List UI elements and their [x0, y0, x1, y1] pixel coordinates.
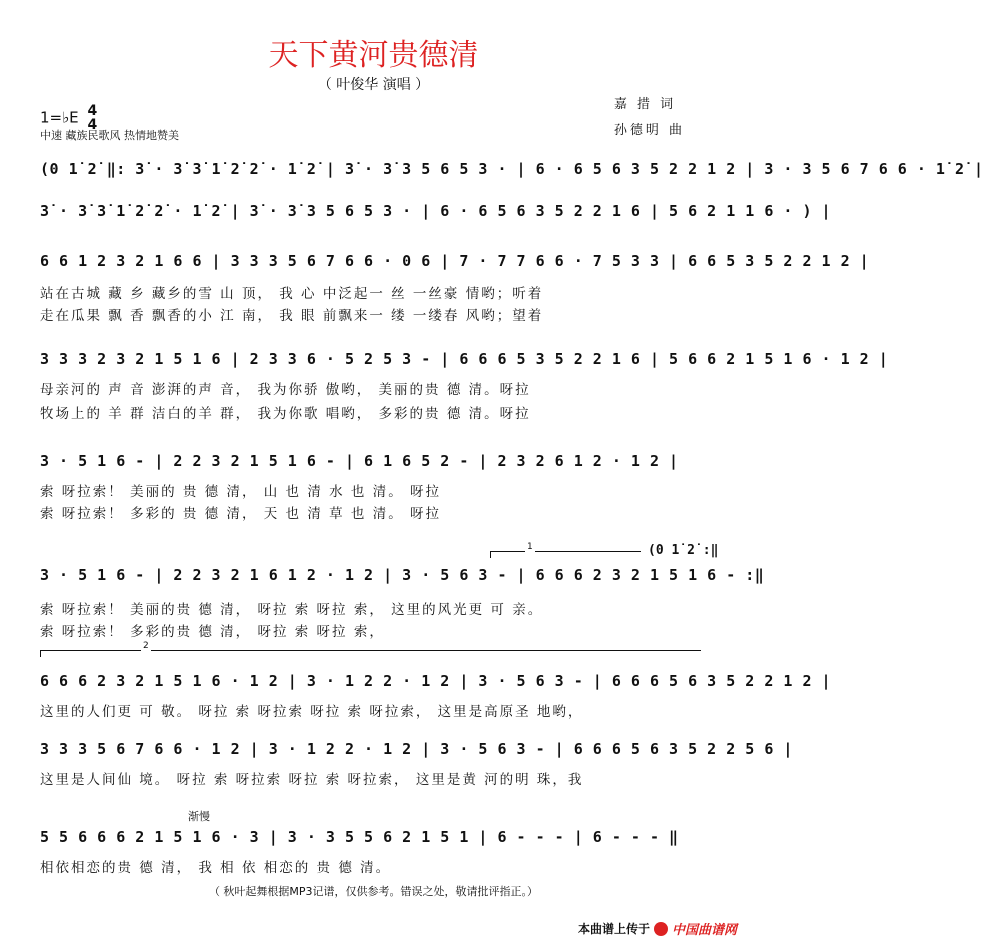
notation-line: 3̇ · 3̇ 3̇ 1̇ 2̇ 2̇ · 1̇ 2̇ | 3̇ · 3̇ 3 5 6 5 3 · | 6 · 6 5 6 3 5 2 2 1 6 | 5 6 2 1 1 6 · ) |	[40, 202, 832, 220]
composer-credit: 孙德明 曲	[613, 123, 685, 138]
time-sig-top: 4	[87, 103, 98, 119]
lyric-verse-1: 相依相恋的贵 德 清， 我 相 依 相恋的 贵 德 清。	[40, 860, 392, 876]
lyric-verse-2: 走在瓜果 飘 香 飘香的小 江 南， 我 眼 前飘来一 缕 一缕春 风哟；望着	[40, 308, 544, 324]
ritardando-mark: 渐慢	[188, 810, 210, 823]
notation-line: (0 1̇ 2̇ ‖: 3̇ · 3̇ 3̇ 1̇ 2̇ 2̇ · 1̇ 2̇ | 3̇ · 3̇ 3 5 6 5 3 · | 6 · 6 5 6 3 5 2 2 1 2 | 3 · 3 5 6 7 6 6 · 1̇ 2̇ |	[40, 160, 984, 178]
site-name[interactable]: 中国曲谱网	[671, 923, 737, 938]
song-title: 天下黄河贵德清	[268, 38, 479, 73]
footnote: （ 秋叶起舞根据MP3记谱，仅供参考。错误之处，敬请批评指正。）	[208, 885, 539, 898]
volta-bracket-1	[490, 542, 641, 558]
score-row-1	[40, 160, 984, 184]
score-row-7	[40, 672, 832, 722]
score-row-2	[40, 202, 832, 226]
score-row-5	[40, 452, 708, 522]
key-label: 1=♭E	[40, 108, 79, 127]
lyric-verse-1: 索 呀拉索！ 美丽的 贵 德 清， 山 也 清 水 也 清。 呀拉	[40, 484, 441, 500]
score-row-6	[40, 566, 765, 640]
volta-bracket-2	[40, 641, 701, 657]
lyric-verse-1: 索 呀拉索！ 美丽的贵 德 清， 呀拉 索 呀拉 索， 这里的风光更 可 亲。	[40, 602, 544, 618]
lyric-verse-2: 索 呀拉索！ 多彩的 贵 德 清， 天 也 清 草 也 清。 呀拉	[40, 506, 441, 522]
volta-number: 1	[527, 542, 533, 552]
notation-line: 3 · 5 1 6 - | 2 2 3 2 1 5 1 6 - | 6 1 6 5 2 - | 2 3 2 6 1 2 · 1 2 |	[40, 452, 679, 470]
lyric-verse-2: 牧场上的 羊 群 洁白的羊 群， 我为你歌 唱哟， 多彩的贵 德 清。呀拉	[40, 406, 531, 422]
lyric-verse-1: 这里是人间仙 境。 呀拉 索 呀拉索 呀拉 索 呀拉索， 这里是黄 河的明 珠，我	[40, 772, 584, 788]
time-sig-bottom: 4	[87, 117, 98, 133]
upload-text: 本曲谱上传于	[577, 922, 650, 936]
score-row-8	[40, 740, 793, 790]
lyric-verse-1: 站在古城 藏 乡 藏乡的雪 山 顶， 我 心 中泛起一 丝 一丝豪 情哟；听着	[40, 286, 544, 302]
lyric-verse-1: 这里的人们更 可 敬。 呀拉 索 呀拉索 呀拉 索 呀拉索， 这里是高原圣 地哟，	[40, 704, 584, 720]
notation-line: 3 3 3 5 6 7 6 6 · 1 2 | 3 · 1 2 2 · 1 2 | 3 · 5 6 3 - | 6 6 6 5 6 3 5 2 2 5 6 |	[40, 740, 793, 758]
notation-line: 5 5 6 6 6 2 1 5 1 6 · 3 | 3 · 3 5 5 6 2 1 5 1 | 6 - - - | 6 - - - ‖	[40, 828, 679, 846]
lyric-verse-2: 索 呀拉索！ 多彩的贵 德 清， 呀拉 索 呀拉 索，	[40, 624, 385, 640]
notation-line: 6 6 1 2 3 2 1 6 6 | 3 3 3 5 6 7 6 6 · 0 6 | 7 · 7 7 6 6 · 7 5 3 3 | 6 6 5 3 5 2 2 1 2 |	[40, 252, 870, 270]
lyricist-credit: 嘉 措 词	[613, 97, 677, 112]
notation-line: 3 3 3 2 3 2 1 5 1 6 | 2 3 3 6 · 5 2 5 3 - | 6 6 6 5 3 5 2 2 1 6 | 5 6 6 2 1 5 1 6 · 1 2 |	[40, 350, 889, 368]
score-row-3	[40, 252, 870, 324]
volta-number: 2	[143, 641, 149, 651]
upload-credit	[578, 919, 737, 938]
score-row-9	[40, 828, 708, 878]
tempo-marking: 中速 藏族民歌风 热情地赞美	[40, 129, 179, 142]
notation-line: 6 6 6 2 3 2 1 5 1 6 · 1 2 | 3 · 1 2 2 · 1 2 | 3 · 5 6 3 - | 6 6 6 5 6 3 5 2 2 1 2 |	[40, 672, 832, 690]
singer-credit: （ 叶俊华 演唱 ）	[317, 77, 430, 93]
repeat-pickup: (0 1̇ 2̇ :‖	[648, 543, 719, 558]
credits	[614, 92, 685, 144]
score-row-4	[40, 350, 889, 422]
notation-line: 3 · 5 1 6 - | 2 2 3 2 1 6 1 2 · 1 2 | 3 · 5 6 3 - | 6 6 6 2 3 2 1 5 1 6 - :‖	[40, 566, 765, 584]
site-logo-icon	[654, 922, 668, 936]
lyric-verse-1: 母亲河的 声 音 澎湃的声 音， 我为你骄 傲哟， 美丽的贵 德 清。呀拉	[40, 382, 531, 398]
